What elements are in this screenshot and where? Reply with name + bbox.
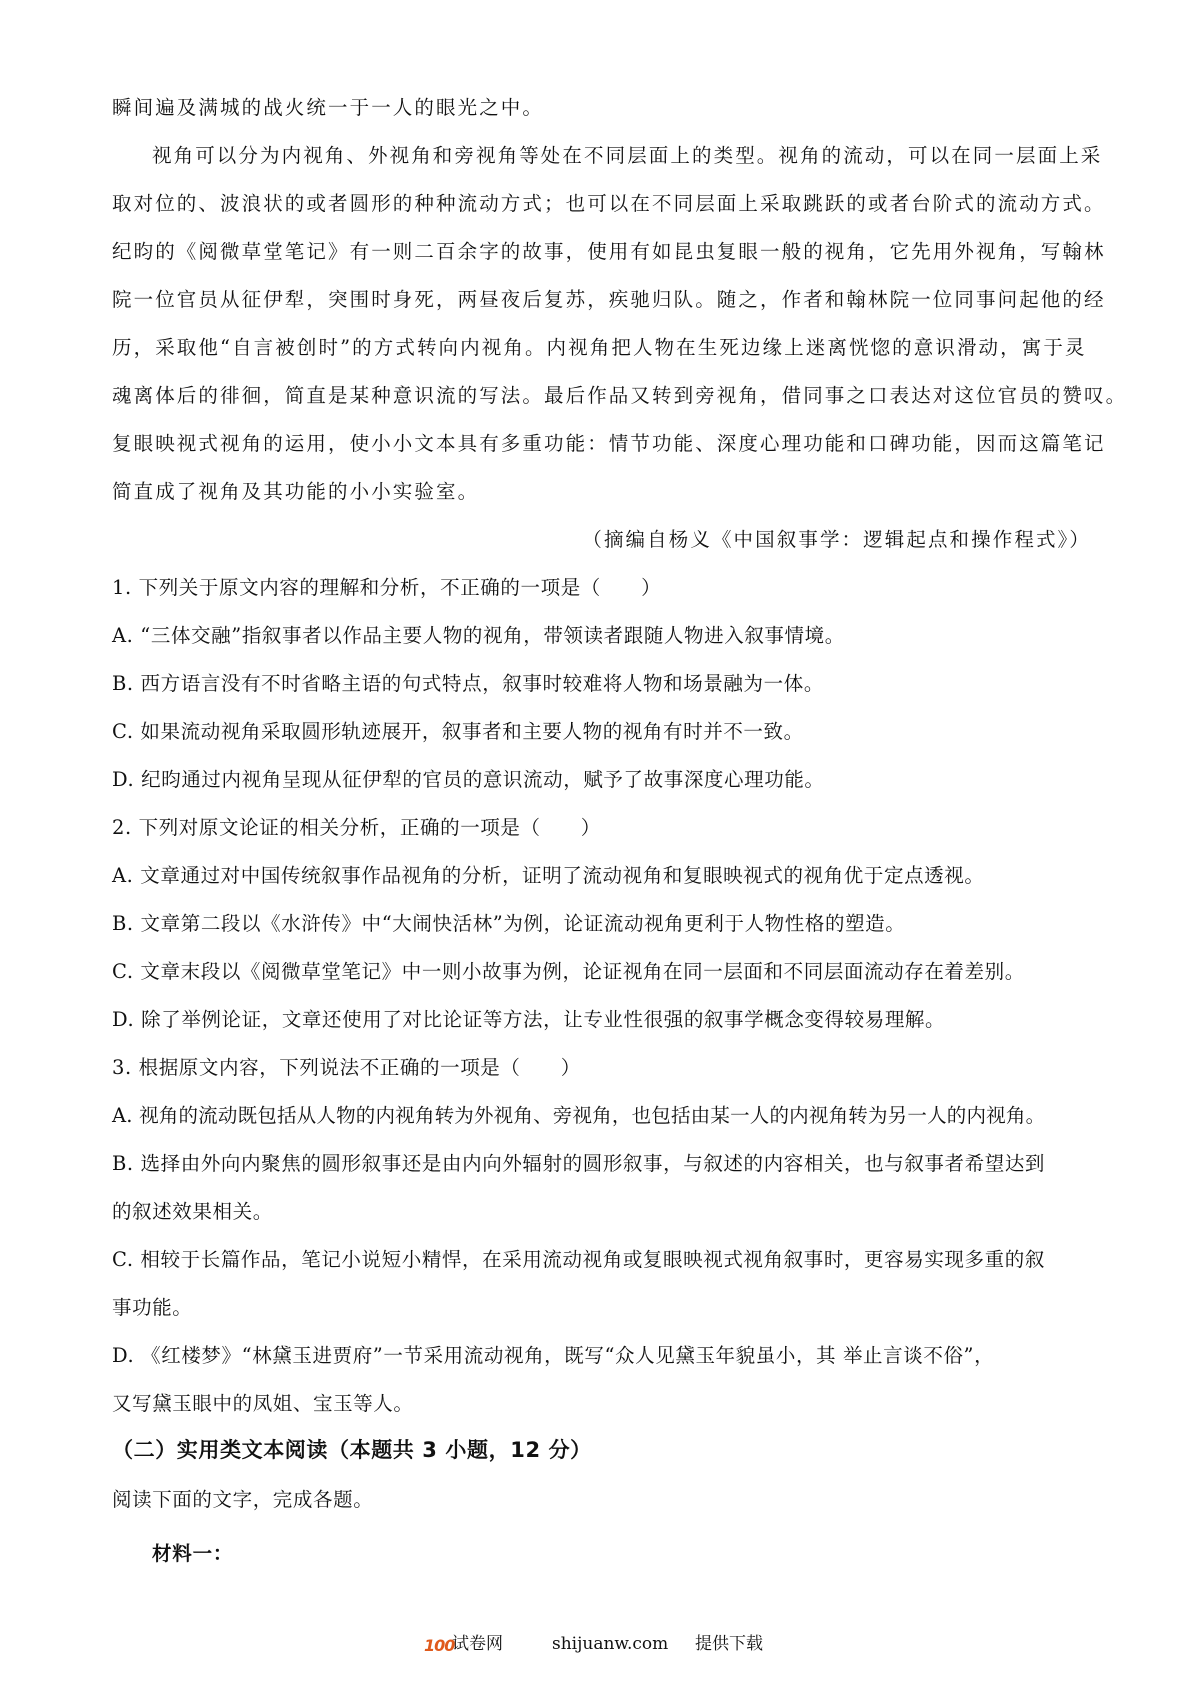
question-1-option-a: A. “三体交融”指叙事者以作品主要人物的视角，带领读者跟随人物进入叙事情境。 — [112, 624, 845, 647]
passage-line: 视角可以分为内视角、外视角和旁视角等处在不同层面上的类型。视角的流动，可以在同一层面上采 — [152, 144, 1103, 167]
question-3-stem: 3. 根据原文内容，下列说法不正确的一项是（ ） — [112, 1056, 581, 1079]
question-3-option-d-cont: 又写黛玉眼中的凤姐、宝玉等人。 — [112, 1392, 414, 1415]
question-3-option-b: B. 选择由外向内聚焦的圆形叙事还是由内向外辐射的圆形叙事，与叙述的内容相关，也与叙事者希望达到 — [112, 1152, 1046, 1175]
question-1-stem: 1. 下列关于原文内容的理解和分析，不正确的一项是（ ） — [112, 576, 662, 599]
question-2-option-c: C. 文章末段以《阅微草堂笔记》中一则小故事为例，论证视角在同一层面和不同层面流动存在着差别。 — [112, 960, 1025, 983]
site-logo: 100 — [424, 1636, 455, 1655]
question-3-option-b-cont: 的叙述效果相关。 — [112, 1200, 273, 1223]
passage-line: 简直成了视角及其功能的小小实验室。 — [112, 480, 480, 503]
page-footer — [0, 1629, 1191, 1659]
section-instruction: 阅读下面的文字，完成各题。 — [112, 1488, 374, 1511]
footer-site-name: 试卷网 — [452, 1634, 503, 1654]
question-2-option-d: D. 除了举例论证，文章还使用了对比论证等方法，让专业性很强的叙事学概念变得较易理解。 — [112, 1008, 946, 1031]
section-heading: （二）实用类文本阅读（本题共 3 小题，12 分） — [112, 1438, 592, 1462]
question-2-stem: 2. 下列对原文论证的相关分析，正确的一项是（ ） — [112, 816, 601, 839]
passage-source: （摘编自杨义《中国叙事学：逻辑起点和操作程式》） — [582, 528, 1091, 551]
question-2-option-a: A. 文章通过对中国传统叙事作品视角的分析，证明了流动视角和复眼映视式的视角优于定点透视。 — [112, 864, 985, 887]
question-3-option-c-cont: 事功能。 — [112, 1296, 193, 1319]
passage-line: 复眼映视式视角的运用，使小小文本具有多重功能：情节功能、深度心理功能和口碑功能，因而这篇笔记 — [112, 432, 1106, 455]
question-1-option-c: C. 如果流动视角采取圆形轨迹展开，叙事者和主要人物的视角有时并不一致。 — [112, 720, 804, 743]
passage-line: 院一位官员从征伊犁，突围时身死，两昼夜后复苏，疾驰归队。随之，作者和翰林院一位同事问起他的经 — [112, 288, 1106, 311]
footer-url: shijuanw.com — [552, 1634, 669, 1654]
question-3-option-c: C. 相较于长篇作品，笔记小说短小精悍，在采用流动视角或复眼映视式视角叙事时，更容易实现多重的叙 — [112, 1248, 1045, 1271]
material-label: 材料一： — [152, 1542, 234, 1565]
question-1-option-b: B. 西方语言没有不时省略主语的句式特点，叙事时较难将人物和场景融为一体。 — [112, 672, 824, 695]
footer-provide-text: 提供下载 — [695, 1634, 763, 1654]
passage-line: 取对位的、波浪状的或者圆形的种种流动方式；也可以在不同层面上采取跳跃的或者台阶式的流动方式。 — [112, 192, 1106, 215]
passage-line: 瞬间遍及满城的战火统一于一人的眼光之中。 — [112, 96, 545, 119]
question-3-option-d: D. 《红楼梦》“林黛玉进贾府”一节采用流动视角，既写“众人见黛玉年貌虽小，其 举止言谈不俗”， — [112, 1344, 995, 1367]
question-2-option-b: B. 文章第二段以《水浒传》中“大闹快活林”为例，论证流动视角更利于人物性格的塑造。 — [112, 912, 906, 935]
passage-line: 纪昀的《阅微草堂笔记》有一则二百余字的故事，使用有如昆虫复眼一般的视角，它先用外视角，写翰林 — [112, 240, 1106, 263]
question-1-option-d: D. 纪昀通过内视角呈现从征伊犁的官员的意识流动，赋予了故事深度心理功能。 — [112, 768, 825, 791]
passage-line: 历，采取他“自言被创时”的方式转向内视角。内视角把人物在生死边缘上迷离恍惚的意识滑动，寓于灵 — [112, 336, 1087, 359]
passage-line: 魂离体后的徘徊，简直是某种意识流的写法。最后作品又转到旁视角，借同事之口表达对这位官员的赞叹。 — [112, 384, 1128, 407]
question-3-option-a: A. 视角的流动既包括从人物的内视角转为外视角、旁视角，也包括由某一人的内视角转为另一人的内视角。 — [112, 1104, 1046, 1127]
